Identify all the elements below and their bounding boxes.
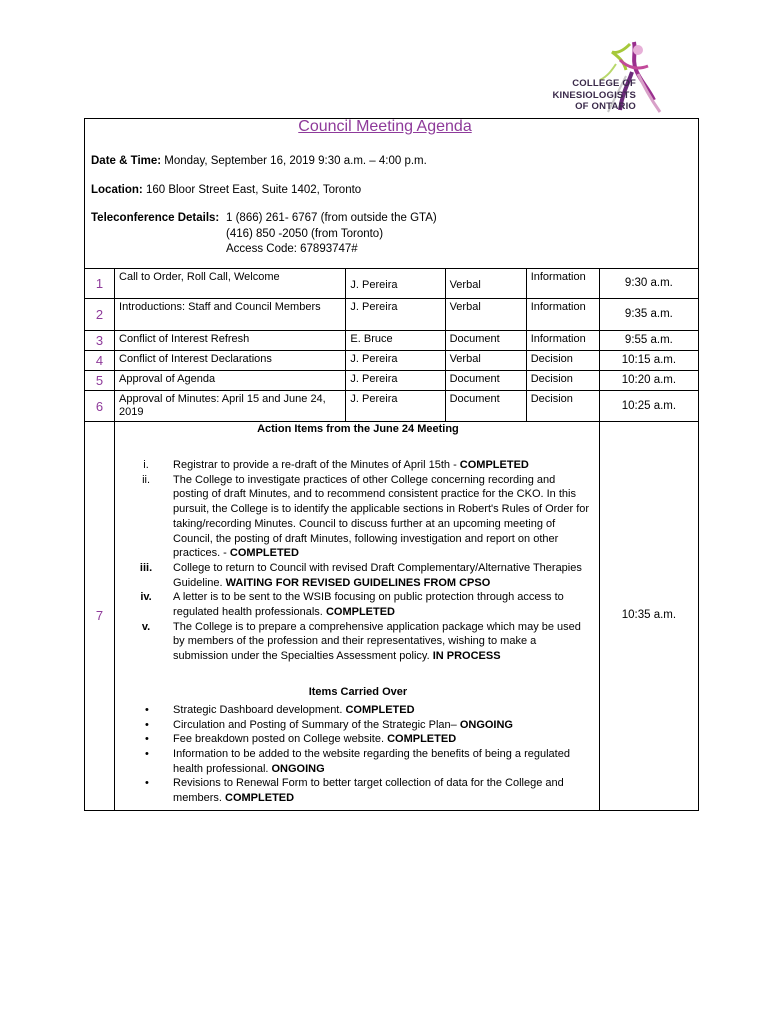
status-text: ONGOING: [459, 718, 513, 731]
list-item: • Revisions to Renewal Form to better target collection of data for the College and members. COMPLETED: [145, 777, 564, 805]
item-number: 3: [85, 331, 115, 351]
item-presenter: J. Pereira: [346, 299, 445, 331]
list-item: ii. The College to investigate practices of other College concerning recording and posting of draft Minutes, and to recommend consistent practice for the CKO. In this pursuit, the College is to identify the applicable sections in Robert's Rules of Order for taking/recording Minutes. Council to discuss further at an upcoming meeting of Council, the posting of draft Minutes, following investigation and report on other practices. - COMPLETED: [142, 473, 590, 560]
item-purpose: Information: [526, 331, 599, 351]
page-title: Council Meeting Agenda: [298, 118, 472, 135]
item-presenter: J. Pereira: [346, 269, 445, 299]
item-time: 10:20 a.m.: [599, 371, 698, 391]
status-text: COMPLETED: [345, 703, 415, 716]
table-row: [85, 299, 699, 331]
item-format: Document: [445, 391, 526, 422]
action-items-list: [123, 458, 593, 664]
item-time: 10:25 a.m.: [599, 391, 698, 422]
logo-line-1: COLLEGE OF: [572, 78, 636, 89]
action-items-heading: Action Items from the June 24 Meeting: [257, 423, 459, 435]
logo-text: [552, 78, 636, 113]
item-time: 9:30 a.m.: [599, 269, 698, 299]
item-format: Verbal: [445, 351, 526, 371]
status-text: COMPLETED: [387, 733, 457, 746]
item-number: 5: [85, 371, 115, 391]
teleconference-line: Access Code: 67893747#: [226, 243, 358, 255]
status-text: COMPLETED: [325, 606, 395, 619]
list-item: v. The College is to prepare a comprehensive application package which may be used by members of the profession and their representatives, wishing to make a submission under the Specialties Assessment policy. IN PROCESS: [141, 620, 581, 663]
teleconference-details: [226, 211, 437, 258]
item-format: Document: [445, 331, 526, 351]
agenda-table: [84, 268, 699, 811]
list-item: iv. A letter is to be sent to the WSIB focusing on public protection through access to regulated health professionals. COMPLETED: [140, 591, 564, 619]
list-item: • Information to be added to the website regarding the benefits of being a regulated health professional. ONGOING: [145, 747, 570, 775]
list-item: iii. College to return to Council with revised Draft Complementary/Alternative Therapies Guideline. WAITING FOR REVISED GUIDELINES FROM CPSO: [139, 561, 582, 589]
item-number: 7: [85, 422, 115, 811]
status-text: COMPLETED: [229, 547, 299, 560]
item-title: Approval of Agenda: [115, 371, 346, 391]
item-time: 10:15 a.m.: [599, 351, 698, 371]
location-value: 160 Bloor Street East, Suite 1402, Toronto: [142, 184, 362, 196]
item-number: 1: [85, 269, 115, 299]
item-number: 2: [85, 299, 115, 331]
item-presenter: J. Pereira: [346, 371, 445, 391]
teleconference-line: 1 (866) 261- 6767 (from outside the GTA): [226, 212, 437, 224]
college-logo: [520, 40, 650, 120]
list-item: • Strategic Dashboard development. COMPLETED: [145, 703, 415, 716]
table-row: [85, 331, 699, 351]
location-label: Location:: [91, 184, 143, 196]
status-text: WAITING FOR REVISED GUIDELINES FROM CPSO: [225, 576, 491, 589]
item-title: Conflict of Interest Refresh: [115, 331, 346, 351]
table-row: [85, 269, 699, 299]
item-purpose: Information: [526, 269, 599, 299]
item-presenter: E. Bruce: [346, 331, 445, 351]
item-format: Verbal: [445, 299, 526, 331]
item-format: Document: [445, 371, 526, 391]
datetime-line: [91, 154, 427, 169]
table-row: [85, 422, 699, 811]
status-text: ONGOING: [271, 762, 325, 775]
item-purpose: Decision: [526, 371, 599, 391]
datetime-value: Monday, September 16, 2019 9:30 a.m. – 4:00 p.m.: [161, 155, 427, 167]
item-title: Approval of Minutes: April 15 and June 24, 2019: [115, 391, 346, 422]
items-carried-heading: Items Carried Over: [308, 685, 408, 698]
logo-line-2: KINESIOLOGISTS: [552, 89, 636, 101]
item-time: 10:35 a.m.: [599, 422, 698, 811]
item7-content: [115, 422, 600, 811]
table-row: [85, 391, 699, 422]
item-format: Verbal: [445, 269, 526, 299]
list-item: • Fee breakdown posted on College website. COMPLETED: [145, 733, 457, 746]
list-item: • Circulation and Posting of Summary of the Strategic Plan– ONGOING: [145, 718, 513, 731]
item-title: Conflict of Interest Declarations: [115, 351, 346, 371]
item-presenter: J. Pereira: [346, 391, 445, 422]
location-line: [91, 183, 361, 198]
item-presenter: J. Pereira: [346, 351, 445, 371]
item-purpose: Decision: [526, 391, 599, 422]
item-purpose: Decision: [526, 351, 599, 371]
item-time: 9:55 a.m.: [599, 331, 698, 351]
status-text: COMPLETED: [459, 459, 529, 471]
status-text: COMPLETED: [225, 792, 295, 805]
teleconference-label: Teleconference Details:: [91, 212, 220, 224]
teleconference-line: (416) 850 -2050 (from Toronto): [226, 227, 384, 240]
item-number: 4: [85, 351, 115, 371]
table-row: [85, 371, 699, 391]
status-text: IN PROCESS: [432, 650, 501, 663]
item-title: Introductions: Staff and Council Members: [115, 299, 346, 331]
logo-line-3: OF ONTARIO: [575, 101, 636, 112]
item-time: 9:35 a.m.: [599, 299, 698, 331]
datetime-label: Date & Time:: [91, 155, 162, 167]
item-title: Call to Order, Roll Call, Welcome: [115, 269, 346, 299]
item-purpose: Information: [526, 299, 599, 331]
carried-items-list: [123, 703, 593, 806]
list-item: i. Registrar to provide a re-draft of the Minutes of April 15th - COMPLETED: [143, 459, 529, 471]
table-row: [85, 351, 699, 371]
item-number: 6: [85, 391, 115, 422]
